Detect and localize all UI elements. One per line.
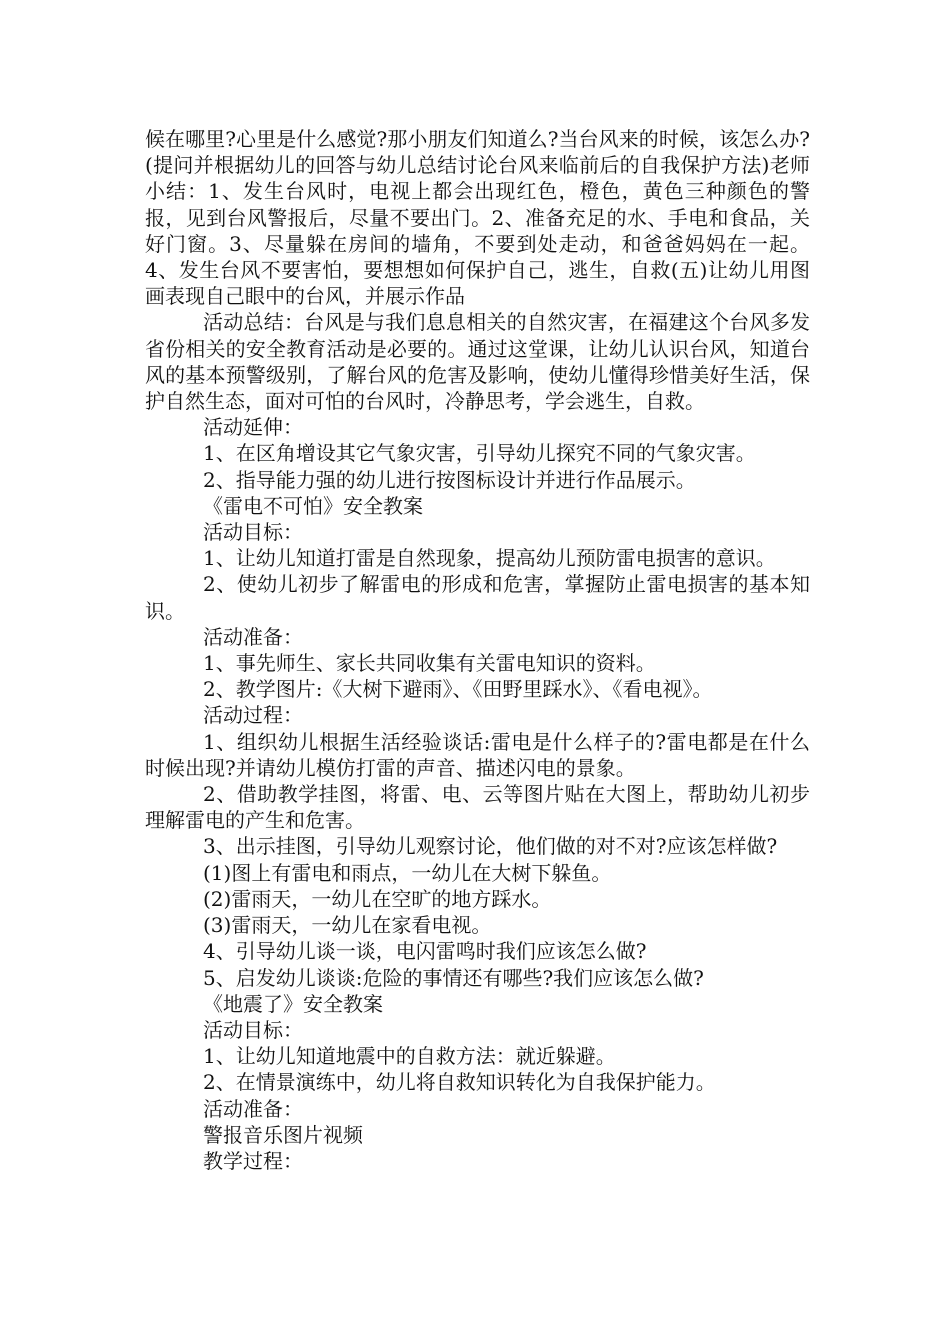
document-paragraph: 活动准备：: [203, 1096, 303, 1121]
document-paragraph: 活动准备：: [203, 624, 303, 649]
document-paragraph: 活动过程：: [203, 703, 303, 728]
document-paragraph: 活动目标：: [203, 520, 303, 545]
document-paragraph: 活动目标：: [203, 1017, 303, 1042]
document-paragraph: 5、启发幼儿谈谈:危险的事情还有哪些?我们应该怎么做?: [203, 965, 704, 990]
document-paragraph: 3、出示挂图，引导幼儿观察讨论，他们做的对不对?应该怎样做?: [203, 834, 778, 859]
document-paragraph: 1、组织幼儿根据生活经验谈话:雷电是什么样子的?雷电都是在什么时候出现?并请幼儿模仿打雷的声音、描述闪电的景象。: [145, 729, 810, 780]
document-paragraph: (1)图上有雷电和雨点，一幼儿在大树下躲鱼。: [203, 860, 612, 885]
document-paragraph: (2)雷雨天，一幼儿在空旷的地方踩水。: [203, 886, 552, 911]
document-paragraph: 《地震了》安全教案: [203, 991, 383, 1016]
document-paragraph: (3)雷雨天，一幼儿在家看电视。: [203, 913, 492, 938]
document-paragraph: 候在哪里?心里是什么感觉?那小朋友们知道么?当台风来的时候，该怎么办?(提问并根据幼儿的回答与幼儿总结讨论台风来临前后的自我保护方法)老师小结：1、发生台风时，电视上都会出现红色，橙色，黄色三种颜色的警报，见到台风警报后，尽量不要出门。2、准备充足的水、手电和食品，关好门窗。3、尽量躲在房间的墙角，不要到处走动，和爸爸妈妈在一起。4、发生台风不要害怕，要想想如何保护自己，逃生，自救(五)让幼儿用图画表现自己眼中的台风，并展示作品: [145, 127, 810, 309]
document-paragraph: 4、引导幼儿谈一谈，电闪雷鸣时我们应该怎么做?: [203, 939, 647, 964]
document-paragraph: 2、教学图片:《大树下避雨》、《田野里踩水》、《看电视》。: [203, 677, 713, 702]
document-paragraph: 2、借助教学挂图，将雷、电、云等图片贴在大图上，帮助幼儿初步理解雷电的产生和危害。: [145, 782, 810, 833]
document-paragraph: 2、在情景演练中，幼儿将自救知识转化为自我保护能力。: [203, 1070, 716, 1095]
document-paragraph: 1、事先师生、家长共同收集有关雷电知识的资料。: [203, 651, 656, 676]
document-paragraph: 1、在区角增设其它气象灾害，引导幼儿探究不同的气象灾害。: [203, 441, 756, 466]
document-paragraph: 2、指导能力强的幼儿进行按图标设计并进行作品展示。: [203, 467, 696, 492]
document-paragraph: 1、让幼儿知道打雷是自然现象，提高幼儿预防雷电损害的意识。: [203, 546, 776, 571]
document-paragraph: 《雷电不可怕》安全教案: [203, 493, 423, 518]
document-paragraph: 教学过程：: [203, 1148, 303, 1173]
document-paragraph: 1、让幼儿知道地震中的自救方法：就近躲避。: [203, 1044, 616, 1069]
document-paragraph: 2、使幼儿初步了解雷电的形成和危害，掌握防止雷电损害的基本知识。: [145, 572, 810, 623]
document-paragraph: 警报音乐图片视频: [203, 1122, 363, 1147]
document-paragraph: 活动延伸：: [203, 415, 303, 440]
document-paragraph: 活动总结：台风是与我们息息相关的自然灾害，在福建这个台风多发省份相关的安全教育活动是必要的。通过这堂课，让幼儿认识台风，知道台风的基本预警级别，了解台风的危害及影响，使幼儿懂得珍惜美好生活，保护自然生态，面对可怕的台风时，冷静思考，学会逃生，自救。: [145, 310, 810, 414]
document-body: [145, 126, 810, 1174]
